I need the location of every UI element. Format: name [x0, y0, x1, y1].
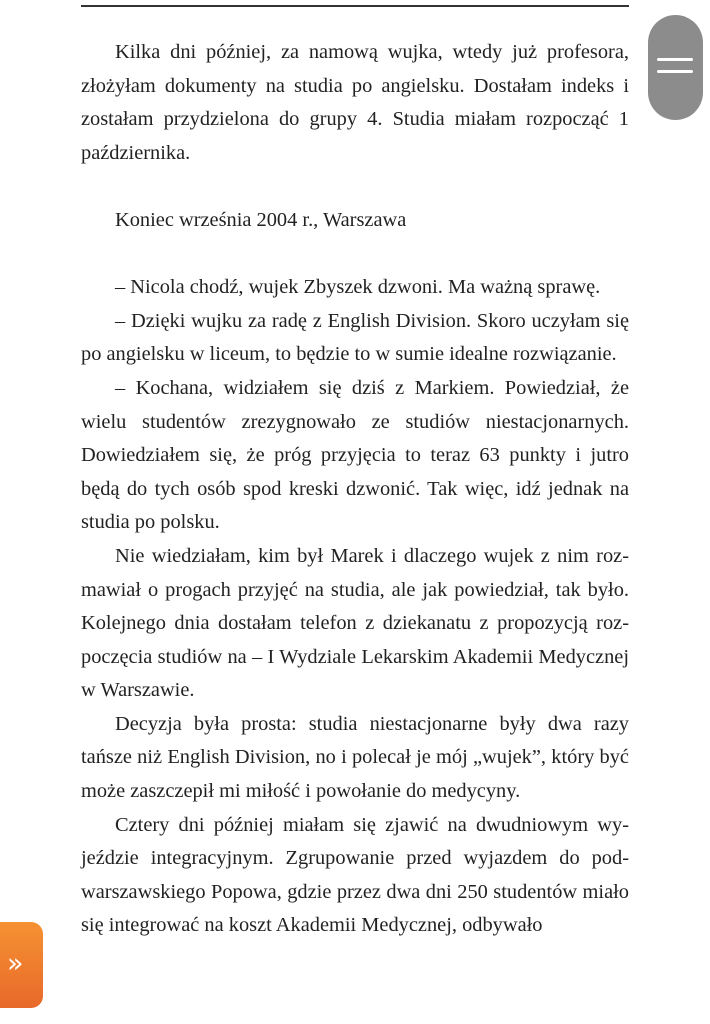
hamburger-menu-icon: [657, 58, 693, 61]
reader-page: [81, 36, 629, 943]
double-chevron-right-icon: »: [7, 948, 24, 979]
hamburger-menu-icon-line: [657, 70, 693, 73]
paragraph: Cztery dni później miałam się zjawić na dwudniowym wyjeździe integracyjnym. Zgrupowanie przed wyjazdem do podwarszawskiego Popowa, gdzie przez dwa dni 250 studentów miało się integrować na koszt Akademii Medycznej, odbywało: [81, 813, 629, 937]
paragraph: Kilka dni później, za namową wujka, wtedy już profesora, złożyłam dokumenty na studia po angielsku. Dostałam indeks i zostałam przydzielona do grupy 4. Studia miałam rozpocząć 1 października.: [81, 41, 629, 164]
paragraph: – Dzięki wujku za radę z English Division. Skoro uczyłam się po angielsku w liceum, to będzie to w sumie idealne rozwiązanie.: [81, 309, 629, 366]
top-divider: [81, 5, 629, 7]
next-page-button[interactable]: [0, 922, 43, 1008]
paragraph: – Nicola chodź, wujek Zbyszek dzwoni. Ma ważną sprawę.: [115, 276, 601, 299]
section-heading: Koniec września 2004 r., Warszawa: [115, 208, 407, 231]
paragraph: Decyzja była prosta: studia niestacjonarne były dwa razy tańsze niż English Division, no i polecał je mój „wujek”, który być może zaszczepił mi miłość i powołanie do medycyny.: [81, 712, 629, 803]
paragraph: – Kochana, widziałem się dziś z Markiem. Powiedział, że wielu studentów zrezygnowało ze studiów niestacjonarnych. Dowiedziałem się, że próg przyjęcia to teraz 63 punkty i jutro będą do tych osób spod kreski dzwonić. Tak więc, idź jednak na studia po polsku.: [81, 376, 629, 534]
paragraph: Nie wiedziałam, kim był Marek i dlaczego wujek z nim rozmawiał o progach przyjęć na studia, ale jak powiedział, tak było. Kolejnego dnia dostałam telefon z dziekanatu z propozycją rozpoczęcia studiów na – I Wydziale Lekarskim Akademii Medycznej w Warszawie.: [81, 544, 629, 702]
menu-button[interactable]: [648, 15, 703, 120]
